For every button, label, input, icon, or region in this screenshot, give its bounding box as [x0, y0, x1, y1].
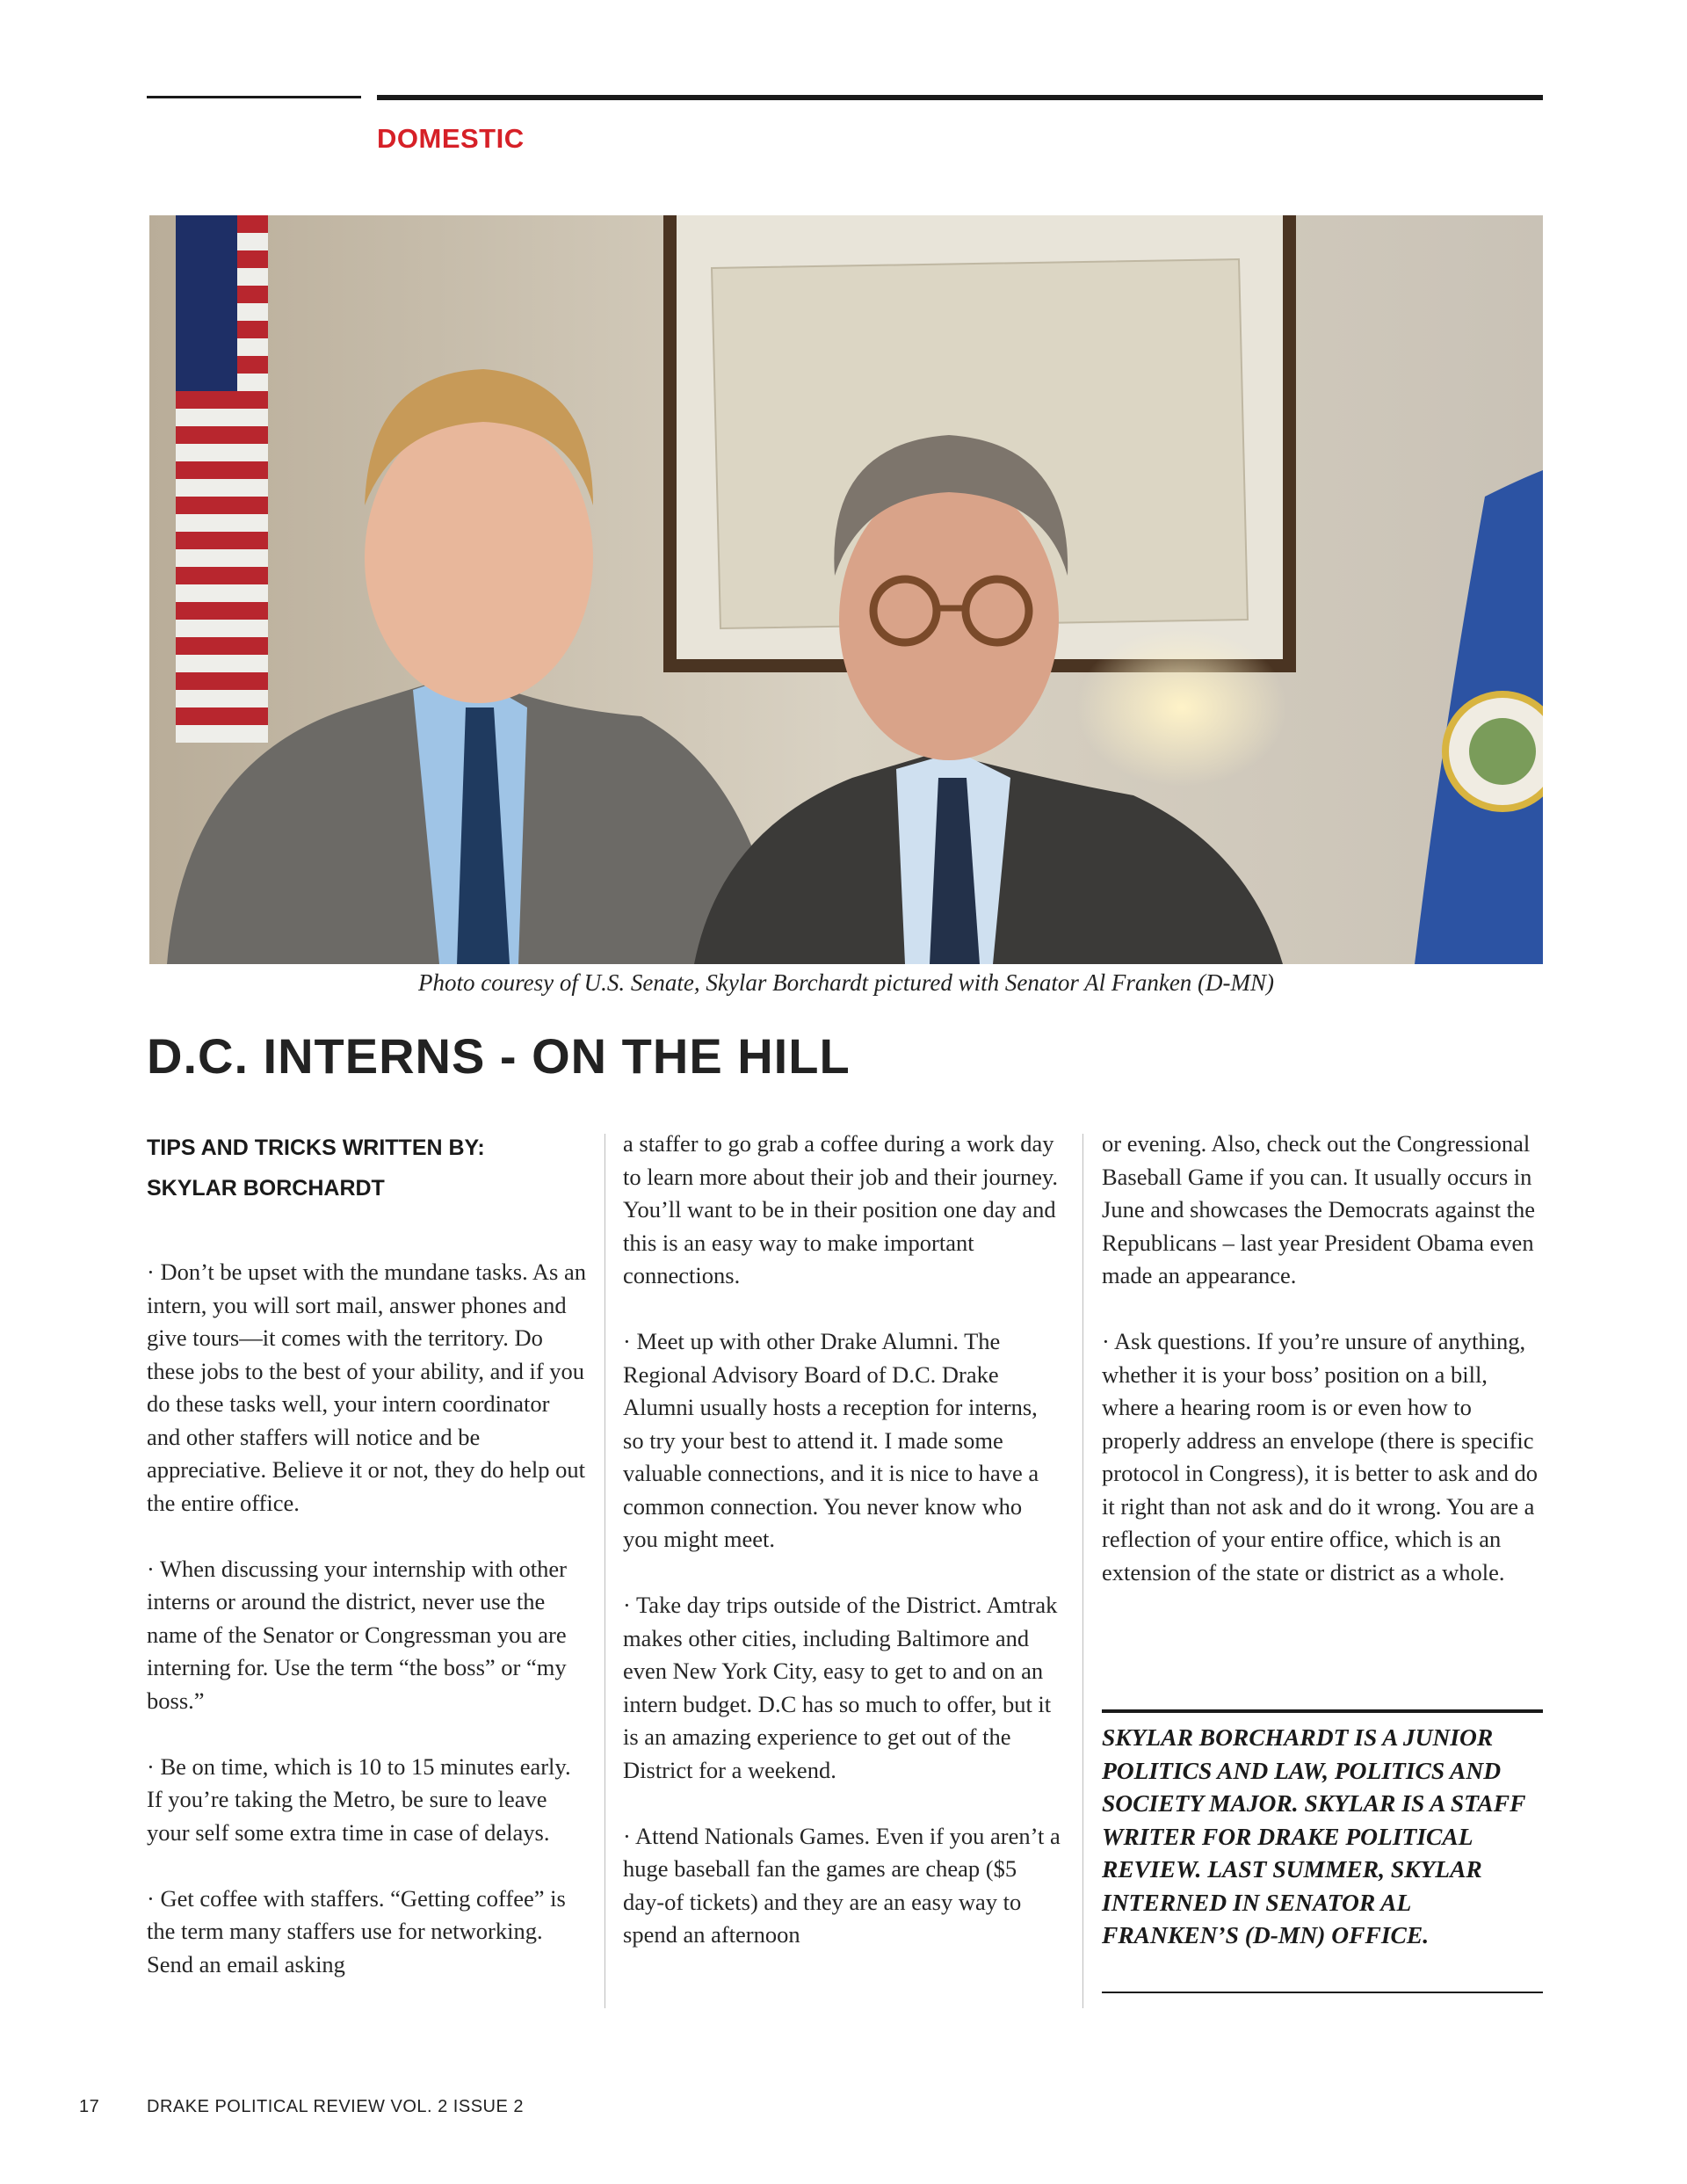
byline: [147, 1128, 586, 1208]
header-rule-long: [377, 95, 1543, 100]
tip-paragraph: · Don’t be upset with the mundane tasks. As an intern, you will sort mail, answer phones and give tours—it comes with the territory. Do these jobs to the best of your ability, and if you do these tasks well, your intern coordinator and other staffers will notice and be appreciative. Believe it or not, they do help out the entire office.: [147, 1259, 586, 1516]
article-headline: D.C. INTERNS - ON THE HILL: [147, 1028, 851, 1084]
article-column-1: [147, 1128, 586, 2014]
byline-line-1: TIPS AND TRICKS WRITTEN BY:: [147, 1136, 485, 1160]
article-column-2: [623, 1128, 1062, 1984]
tip-paragraph: or evening. Also, check out the Congressional Baseball Game if you can. It usually occurs in June and showcases the Democrats against the Republicans – last year President Obama even made an appearance.: [1102, 1130, 1536, 1288]
tip-paragraph: a staffer to go grab a coffee during a work day to learn more about their job and their journey. You’ll want to be in their position one day and this is an easy way to make important connections.: [623, 1130, 1058, 1288]
article-column-3: [1102, 1128, 1546, 1622]
column-divider: [1082, 1134, 1083, 2008]
page-number: 17: [79, 2097, 100, 2116]
photo-caption: Photo couresy of U.S. Senate, Skylar Borchardt pictured with Senator Al Franken (D-MN): [417, 969, 1275, 996]
tip-paragraph: · Take day trips outside of the District. Amtrak makes other cities, including Baltimore and even New York City, easy to get to and on an intern budget. D.C has so much to offer, but it is an amazing experience to get out of the District for a weekend.: [623, 1592, 1058, 1783]
section-label: DOMESTIC: [377, 123, 525, 154]
tip-paragraph: · Meet up with other Drake Alumni. The Regional Advisory Board of D.C. Drake Alumni usually hosts a reception for interns, so try your best to attend it. I made some valuable connections, and it is nice to have a common connection. You never know who you might meet.: [623, 1328, 1039, 1552]
tip-paragraph: · Attend Nationals Games. Even if you aren’t a huge baseball fan the games are cheap ($5 day-of tickets) and they are an easy way to spend an afternoon: [623, 1822, 1061, 1948]
bio-rule-bottom: [1102, 1992, 1543, 1993]
byline-author: SKYLAR BORCHARDT: [147, 1176, 385, 1201]
author-bio: SKYLAR BORCHARDT IS A JUNIOR POLITICS AND LAW, POLITICS AND SOCIETY MAJOR. SKYLAR IS A STAFF WRITER FOR DRAKE POLITICAL REVIEW. LAST SUMMER, SKYLAR INTERNED IN SENATOR AL FRANKEN’S (D-MN) OFFICE.: [1102, 1723, 1525, 1948]
tip-paragraph: · Be on time, which is 10 to 15 minutes early. If you’re taking the Metro, be sure to leave your self some extra time in case of delays.: [147, 1752, 571, 1846]
publication-title: DRAKE POLITICAL REVIEW VOL. 2 ISSUE 2: [147, 2097, 524, 2116]
article-photo: [149, 215, 1543, 964]
tip-paragraph: · Get coffee with staffers. “Getting coffee” is the term many staffers use for networking. Send an email asking: [147, 1884, 566, 1977]
tip-paragraph: · Ask questions. If you’re unsure of anything, whether it is your boss’ position on a bill, where a hearing room is or even how to properly address an envelope (there is specific protocol in Congress), it is better to ask and do it right than not ask and do it wrong. You are a reflection of your entire office, which is an extension of the state or district as a whole.: [1102, 1328, 1539, 1585]
bio-rule-top: [1102, 1709, 1543, 1713]
tip-paragraph: · When discussing your internship with other interns or around the district, never use the name of the Senator or Congressman you are interning for. Use the term “the boss” or “my boss.”: [147, 1555, 567, 1714]
header-rule-short: [147, 96, 361, 98]
